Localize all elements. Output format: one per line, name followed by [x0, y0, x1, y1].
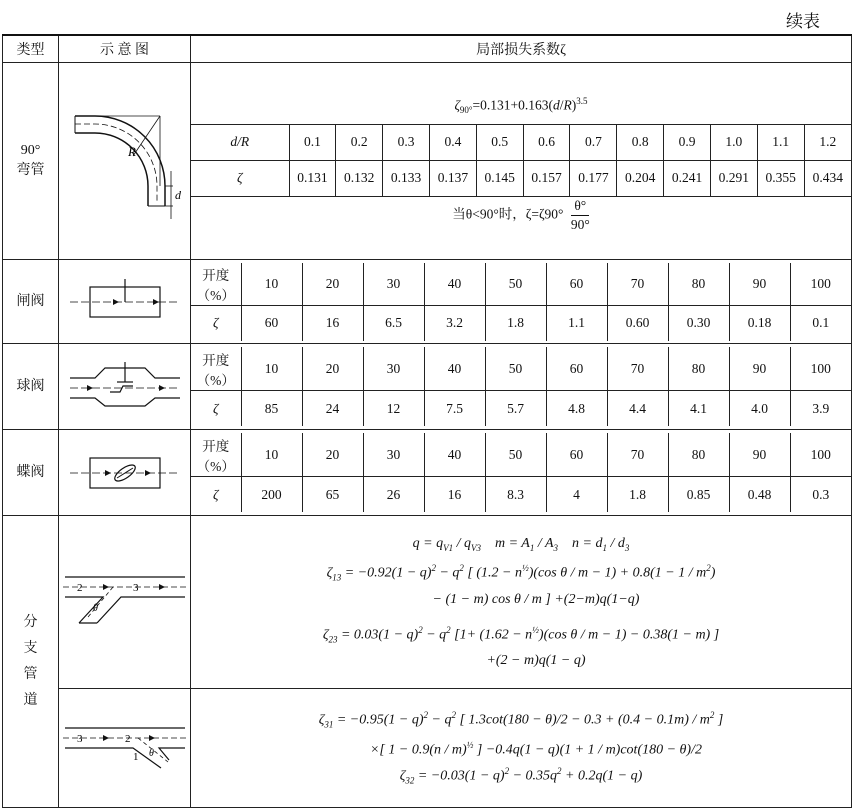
header-row — [3, 35, 852, 63]
open-cell: 50 — [485, 347, 546, 391]
open-cell: 20 — [302, 347, 363, 391]
open-cell: 60 — [546, 263, 607, 306]
header-coef: 局部损失系数ζ — [191, 35, 852, 63]
open-cell: 100 — [790, 347, 851, 391]
open-cell: 90 — [729, 433, 790, 477]
elbow-label-line2: 弯管 — [16, 163, 45, 178]
elbow-d-label: d — [174, 188, 181, 202]
zeta-cell: 6.5 — [363, 305, 424, 341]
gate-valve-svg — [65, 277, 185, 327]
zeta-cell: 0.291 — [710, 160, 757, 196]
open-label: 开度（%） — [191, 433, 241, 477]
zeta-cell: 0.434 — [804, 160, 851, 196]
branch-row-2 — [3, 689, 852, 808]
zeta-label: ζ — [191, 305, 241, 341]
open-cell: 100 — [790, 433, 851, 477]
zeta-cell: 1.8 — [485, 305, 546, 341]
open-label: 开度（%） — [191, 347, 241, 391]
branch-label-char: 支 — [23, 640, 38, 656]
branch-2-a: 3 — [76, 733, 82, 745]
zeta-cell: 0.177 — [570, 160, 617, 196]
dR-cell: 0.9 — [664, 124, 711, 160]
zeta-cell: 0.131 — [289, 160, 336, 196]
zeta-cell: 16 — [302, 305, 363, 341]
zeta-cell: 1.8 — [607, 477, 668, 513]
branch-2-theta: θ — [148, 748, 154, 759]
open-cell: 60 — [546, 347, 607, 391]
open-cell: 70 — [607, 347, 668, 391]
open-cell: 60 — [546, 433, 607, 477]
branch-1-a: 2 — [76, 582, 82, 594]
zeta-cell: 4.4 — [607, 391, 668, 427]
globe-valve-label: 球阀 — [3, 344, 59, 430]
elbow-row — [3, 63, 852, 260]
zeta-cell: 16 — [424, 477, 485, 513]
zeta23-line1: $\zeta_{23} = 0.03(1 - q)^2 - q^2$ [$1+ (1.62 - n^{\frac{1}{2}})(\cos$ θ / m − 1) − 0.38(1 − m) ] — [322, 624, 720, 645]
elbow-note-fraction — [571, 197, 590, 234]
zeta-cell: 12 — [363, 391, 424, 427]
branch-1-b: 3 — [132, 582, 138, 594]
butterfly-valve-svg — [65, 448, 185, 498]
open-cell: 20 — [302, 433, 363, 477]
zeta-label: ζ — [191, 391, 241, 427]
fraction-num: θ° — [571, 197, 589, 216]
dR-cell: 0.7 — [570, 124, 617, 160]
loss-coefficient-table — [2, 34, 852, 808]
header-type: 类型 — [3, 35, 59, 63]
zeta-cell: 3.2 — [424, 305, 485, 341]
open-cell: 10 — [241, 263, 302, 306]
open-cell: 40 — [424, 263, 485, 306]
open-cell: 100 — [790, 263, 851, 306]
dR-cell: 0.4 — [429, 124, 476, 160]
zeta13-line1: $\zeta_{13} = -0.92(1 - q)^2 - q^2$ [ $(1.2 - n^{\frac{1}{2}})(\cos$ $\theta / m - 1) + 0.8(1 - 1 / m^2)$ — [326, 563, 716, 583]
butterfly-valve-data — [191, 430, 852, 516]
zeta-cell: 0.145 — [476, 160, 523, 196]
zeta-cell: 4 — [546, 477, 607, 513]
elbow-label — [3, 63, 59, 260]
open-cell: 40 — [424, 433, 485, 477]
zeta32-line: $\zeta_{32} = -0.03(1 - q)^2 - 0.35q^2 + 0.2q(1 - q)$ — [399, 765, 643, 786]
elbow-data — [191, 63, 852, 260]
zeta-cell: 0.85 — [668, 477, 729, 513]
branch-label-char: 分 — [23, 614, 38, 630]
zeta-cell: 0.1 — [790, 305, 851, 341]
zeta-cell: 0.48 — [729, 477, 790, 513]
butterfly-valve-table — [191, 433, 851, 512]
open-cell: 80 — [668, 263, 729, 306]
dR-cell: 0.8 — [617, 124, 664, 160]
globe-valve-table — [191, 347, 851, 426]
zeta-cell: 200 — [241, 477, 302, 513]
gate-valve-label: 闸阀 — [3, 260, 59, 344]
dR-cell: 1.0 — [710, 124, 757, 160]
zeta23-line2: +(2 − m)q(1 − q) — [486, 653, 586, 669]
zeta-cell: 60 — [241, 305, 302, 341]
dR-cell: 0.1 — [289, 124, 336, 160]
open-cell: 40 — [424, 347, 485, 391]
continued-label: 续表 — [786, 12, 820, 31]
open-cell: 50 — [485, 263, 546, 306]
dR-label: d/R — [191, 124, 289, 160]
elbow-diagram-svg — [65, 101, 185, 221]
zeta-cell: 8.3 — [485, 477, 546, 513]
branch-2-b: 2 — [124, 733, 130, 745]
open-cell: 20 — [302, 263, 363, 306]
zeta-cell: 0.355 — [757, 160, 804, 196]
branch-diagram-2-svg — [63, 718, 187, 778]
zeta-cell: 1.1 — [546, 305, 607, 341]
dR-cell: 1.1 — [757, 124, 804, 160]
open-cell: 50 — [485, 433, 546, 477]
branch-1-theta: θ — [92, 603, 98, 614]
open-cell: 90 — [729, 347, 790, 391]
dR-cell: 0.3 — [383, 124, 430, 160]
zeta-cell: 24 — [302, 391, 363, 427]
branch-diagram-1 — [59, 516, 191, 689]
branch-label-char: 道 — [23, 692, 38, 708]
globe-valve-diagram — [59, 344, 191, 430]
butterfly-valve-row — [3, 430, 852, 516]
dR-cell: 0.6 — [523, 124, 570, 160]
zeta-cell: 7.5 — [424, 391, 485, 427]
zeta-cell: 0.60 — [607, 305, 668, 341]
open-cell: 90 — [729, 263, 790, 306]
elbow-formula: $\zeta_{90^\circ}=0.131+0.163(d/R)^{3.5}$ — [191, 89, 851, 125]
open-cell: 80 — [668, 433, 729, 477]
open-cell: 10 — [241, 347, 302, 391]
zeta-cell: 0.30 — [668, 305, 729, 341]
dR-cell: 0.2 — [336, 124, 383, 160]
butterfly-valve-label: 蝶阀 — [3, 430, 59, 516]
zeta13-line2: − (1 − m) cos θ / m ] +(2−m)q(1−q) — [432, 591, 640, 607]
branch-formulas-2 — [191, 689, 852, 808]
gate-valve-table — [191, 263, 851, 341]
open-label: 开度（%） — [191, 263, 241, 306]
zeta31-line2: ×[ 1 − 0.9(n / m)$^{\frac{1}{2}}$ ] −0.4q(1 − q)(1 + 1 / m)cot(180 − θ)/2 — [369, 740, 702, 758]
zeta-cell: 0.157 — [523, 160, 570, 196]
open-cell: 80 — [668, 347, 729, 391]
elbow-inner-table — [191, 89, 851, 234]
zeta-cell: 0.204 — [617, 160, 664, 196]
elbow-diagram — [59, 63, 191, 260]
branch-row-1 — [3, 516, 852, 689]
open-cell: 70 — [607, 433, 668, 477]
zeta-cell: 0.133 — [383, 160, 430, 196]
open-cell: 30 — [363, 263, 424, 306]
zeta-cell: 5.7 — [485, 391, 546, 427]
elbow-zeta-row — [191, 160, 851, 196]
zeta-cell: 0.241 — [664, 160, 711, 196]
gate-valve-data — [191, 260, 852, 344]
zeta-cell: 0.137 — [429, 160, 476, 196]
dR-cell: 0.5 — [476, 124, 523, 160]
zeta-cell: 4.1 — [668, 391, 729, 427]
globe-valve-svg — [65, 362, 185, 412]
zeta-cell: 0.18 — [729, 305, 790, 341]
open-cell: 30 — [363, 347, 424, 391]
zeta-cell: 65 — [302, 477, 363, 513]
butterfly-valve-diagram — [59, 430, 191, 516]
zeta-cell: 4.8 — [546, 391, 607, 427]
globe-valve-row — [3, 344, 852, 430]
gate-valve-row — [3, 260, 852, 344]
branch-diagram-2 — [59, 689, 191, 808]
branch-2-c: 1 — [132, 751, 138, 763]
elbow-note — [191, 196, 851, 234]
globe-valve-data — [191, 344, 852, 430]
zeta-cell: 0.3 — [790, 477, 851, 513]
elbow-dR-row — [191, 124, 851, 160]
zeta-label: ζ — [191, 477, 241, 513]
open-cell: 70 — [607, 263, 668, 306]
dR-cell: 1.2 — [804, 124, 851, 160]
elbow-note-text: 当θ<90°时，ζ=ζ90° — [452, 206, 564, 222]
zeta-cell: 4.0 — [729, 391, 790, 427]
zeta-cell: 3.9 — [790, 391, 851, 427]
header-diagram: 示 意 图 — [59, 35, 191, 63]
branch-diagram-1-svg — [63, 567, 187, 637]
elbow-label-line1: 90° — [20, 143, 41, 158]
branch-label-char: 管 — [23, 666, 38, 682]
zeta-cell: 26 — [363, 477, 424, 513]
zeta-label: ζ — [191, 160, 289, 196]
gate-valve-diagram — [59, 260, 191, 344]
zeta31-line1: $\zeta_{31} = -0.95(1 - q)^2 - q^2$ [ $1.3\cot(180 - \theta)/2 - 0.3 + (0.4 - 0.1m) / m^2$ ] — [318, 709, 724, 730]
open-cell: 10 — [241, 433, 302, 477]
branch-def-line: $q = q_{V1} / q_{V3}$ $m = A_1 / A_3$ $n = d_1 / d_3$ — [412, 535, 630, 553]
branch-label — [3, 516, 59, 808]
open-cell: 30 — [363, 433, 424, 477]
elbow-R-label: R — [127, 144, 136, 159]
zeta-cell: 85 — [241, 391, 302, 427]
zeta-cell: 0.132 — [336, 160, 383, 196]
fraction-den: 90° — [570, 216, 590, 232]
branch-formulas-1 — [191, 516, 852, 689]
